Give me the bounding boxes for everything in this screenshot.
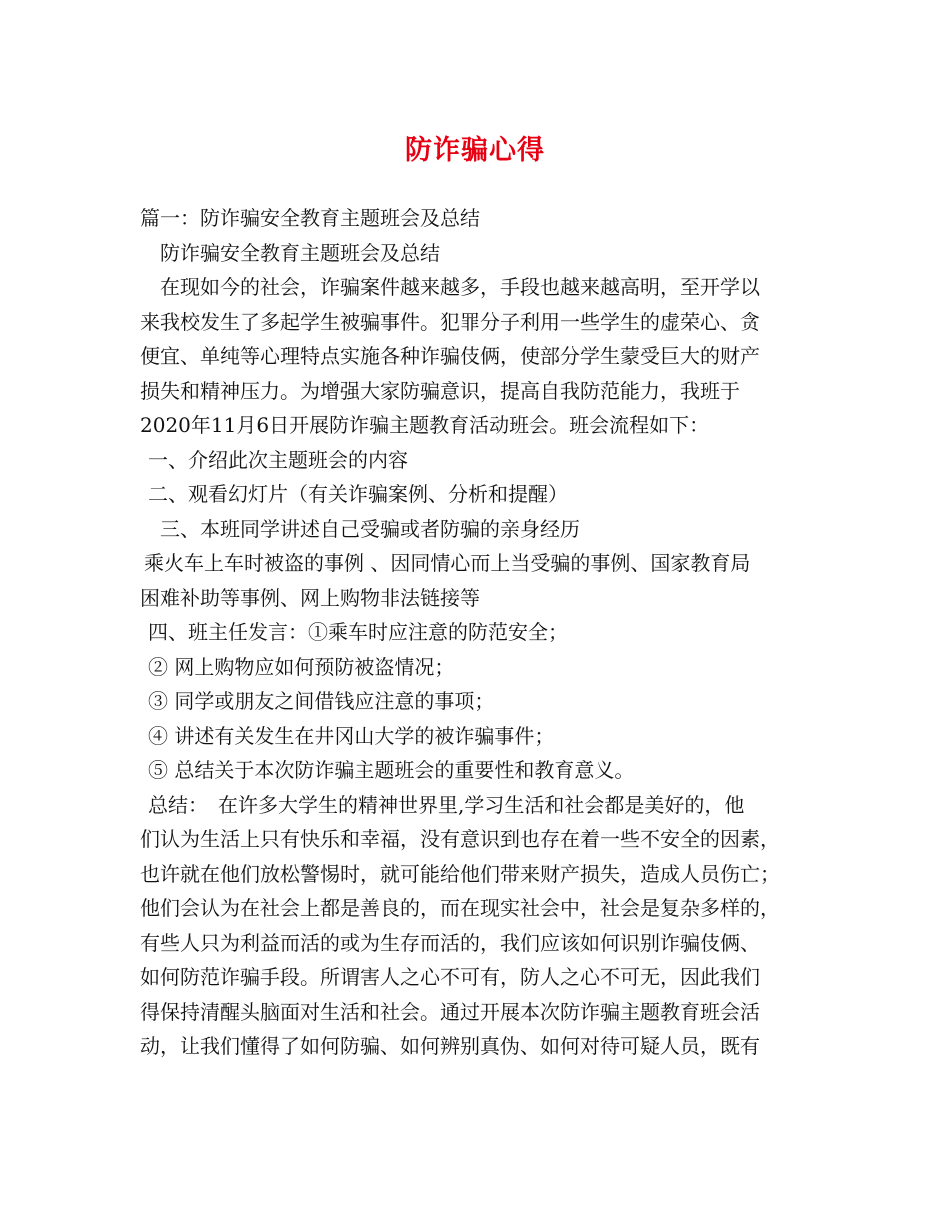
summary-line: 总结： 在许多大学生的精神世界里,学习生活和社会都是美好的，他 <box>148 792 745 817</box>
summary-line: 他们会认为在社会上都是善良的，而在现实社会中，社会是复杂多样的， <box>140 896 780 920</box>
summary-line: 有些人只为利益而活的或为生存而活的，我们应该如何识别诈骗伎俩、 <box>140 930 760 955</box>
summary-line: 如何防范诈骗手段。所谓害人之心不可有，防人之心不可无，因此我们 <box>140 965 760 989</box>
paragraph-line: 乘火车上车时被盗的事例 、因同情心而上当受骗的事例、国家教育局 <box>144 551 751 575</box>
list-item: ③ 同学或朋友之间借钱应注意的事项； <box>148 689 495 713</box>
paragraph-line: 2020年11月6日开展防诈骗主题教育活动班会。班会流程如下： <box>140 413 710 437</box>
list-item: ④ 讲述有关发生在井冈山大学的被诈骗事件； <box>148 723 555 748</box>
list-item: 三、本班同学讲述自己受骗或者防骗的亲身经历 <box>160 516 580 541</box>
paragraph-line: 困难补助等事例、网上购物非法链接等 <box>140 585 480 610</box>
paragraph-line: 便宜、单纯等心理特点实施各种诈骗伎俩，使部分学生蒙受巨大的财产 <box>140 344 760 368</box>
list-item: ② 网上购物应如何预防被盗情况； <box>148 654 455 679</box>
summary-line: 们认为生活上只有快乐和幸福，没有意识到也存在着一些不安全的因素， <box>140 827 780 851</box>
list-item: 二、观看幻灯片（有关诈骗案例、分析和提醒） <box>148 482 568 506</box>
summary-line: 也许就在他们放松警惕时，就可能给他们带来财产损失，造成人员伤亡； <box>140 861 780 886</box>
document-title: 防诈骗心得 <box>405 135 545 166</box>
summary-line: 动，让我们懂得了如何防骗、如何辨别真伪、如何对待可疑人员，既有 <box>140 1034 760 1058</box>
section-heading: 篇一：防诈骗安全教育主题班会及总结 <box>140 206 480 230</box>
subheading: 防诈骗安全教育主题班会及总结 <box>160 240 440 265</box>
list-item: 一、介绍此次主题班会的内容 <box>148 447 408 472</box>
document-body <box>140 201 830 1064</box>
paragraph-line: 在现如今的社会，诈骗案件越来越多，手段也越来越高明，至开学以 <box>160 275 760 299</box>
list-item: 四、班主任发言：①乘车时应注意的防范安全； <box>148 620 568 644</box>
summary-line: 得保持清醒头脑面对生活和社会。通过开展本次防诈骗主题教育班会活 <box>140 999 760 1024</box>
paragraph-line: 损失和精神压力。为增强大家防骗意识，提高自我防范能力，我班于 <box>140 378 740 403</box>
list-item: ⑤ 总结关于本次防诈骗主题班会的重要性和教育意义。 <box>148 758 635 782</box>
paragraph-line: 来我校发生了多起学生被骗事件。犯罪分子利用一些学生的虚荣心、贪 <box>140 309 760 334</box>
